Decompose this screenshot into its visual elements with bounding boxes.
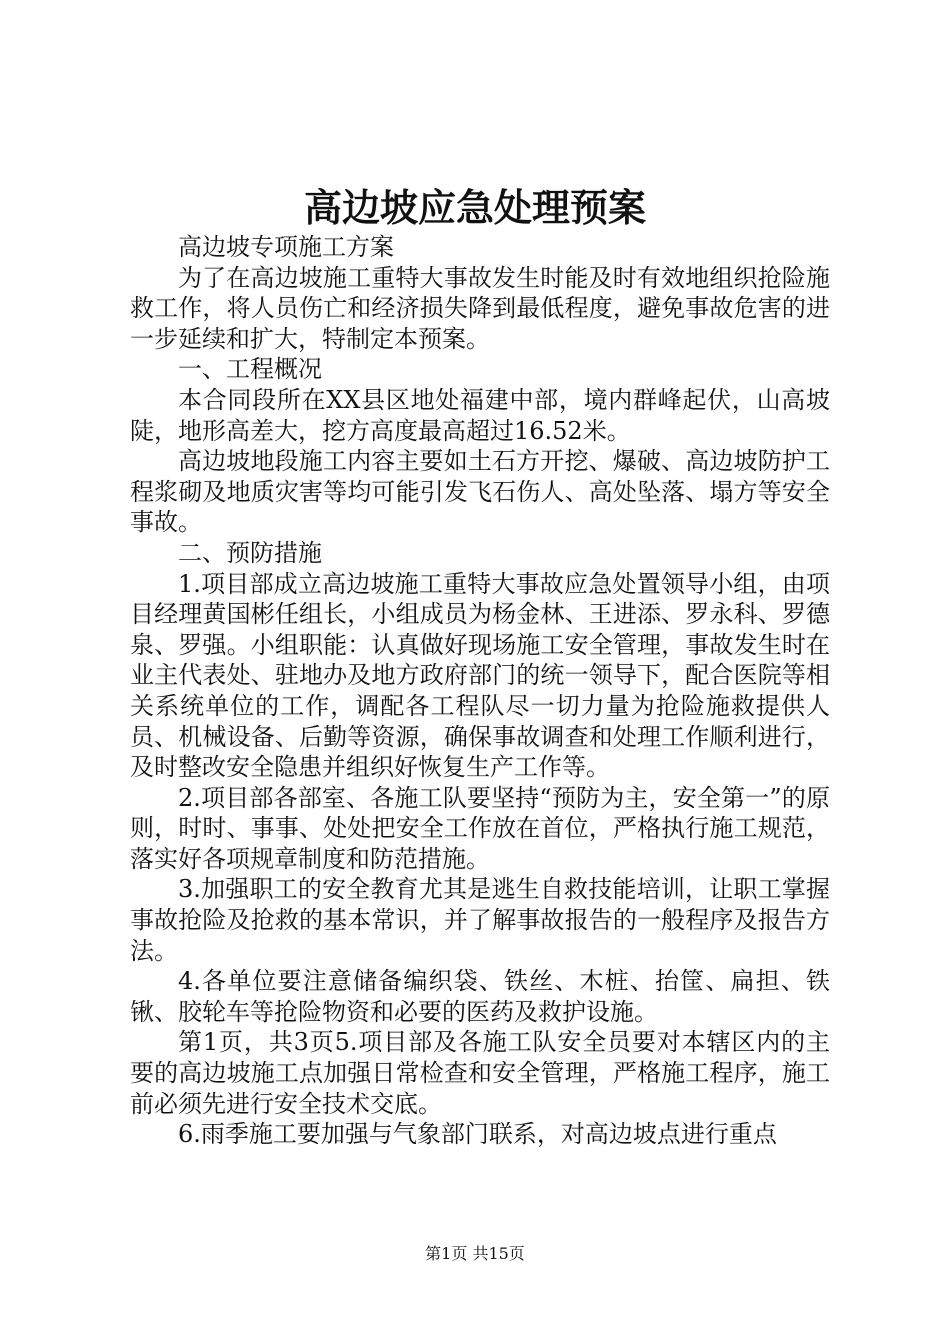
document-body <box>130 232 830 1150</box>
prevention-item-4: 4.各单位要注意储备编织袋、铁丝、木桩、抬筐、扁担、铁锹、胶轮车等抢险物资和必要的医药及救护设施。 <box>130 967 830 1026</box>
overview-paragraph-1: 本合同段所在XX县区地处福建中部，境内群峰起伏，山高坡陡，地形高差大，挖方高度最高超过16.52米。 <box>130 385 830 445</box>
prevention-item-2: 2.项目部各部室、各施工队要坚持“预防为主，安全第一”的原则，时时、事事、处处把安全工作放在首位，严格执行施工规范，落实好各项规章制度和防范措施。 <box>130 783 830 873</box>
section-heading-prevention: 二、预防措施 <box>178 538 322 567</box>
prevention-item-5: 第1页，共3页5.项目部及各施工队安全员要对本辖区内的主要的高边坡施工点加强日常检查和安全管理，严格施工程序，施工前必须先进行安全技术交底。 <box>130 1028 830 1118</box>
subtitle-paragraph: 高边坡专项施工方案 <box>178 233 394 261</box>
section-heading-overview: 一、工程概况 <box>178 355 322 384</box>
document-title: 高边坡应急处理预案 <box>303 185 646 230</box>
page-footer: 第1页 共15页 <box>425 1244 525 1263</box>
prevention-item-6: 6.雨季施工要加强与气象部门联系，对高边坡点进行重点 <box>178 1120 777 1149</box>
overview-paragraph-2: 高边坡地段施工内容主要如土石方开挖、爆破、高边坡防护工程浆砌及地质灾害等均可能引发飞石伤人、高处坠落、塌方等安全事故。 <box>130 447 830 537</box>
intro-paragraph: 为了在高边坡施工重特大事故发生时能及时有效地组织抢险施救工作，将人员伤亡和经济损失降到最低程度，避免事故危害的进一步延续和扩大，特制定本预案。 <box>130 263 830 353</box>
prevention-item-3: 3.加强职工的安全教育尤其是逃生自救技能培训，让职工掌握事故抢险及抢救的基本常识，并了解事故报告的一般程序及报告方法。 <box>130 875 830 965</box>
prevention-item-1: 1.项目部成立高边坡施工重特大事故应急处置领导小组，由项目经理黄国彬任组长，小组成员为杨金林、王进添、罗永科、罗德泉、罗强。小组职能：认真做好现场施工安全管理，事故发生时在业主代表处、驻地办及地方政府部门的统一领导下，配合医院等相关系统单位的工作，调配各工程队尽一切力量为抢险施救提供人员、机械设备、后勤等资源，确保事故调查和处理工作顺利进行，及时整改安全隐患并组织好恢复生产工作等。 <box>130 569 830 782</box>
